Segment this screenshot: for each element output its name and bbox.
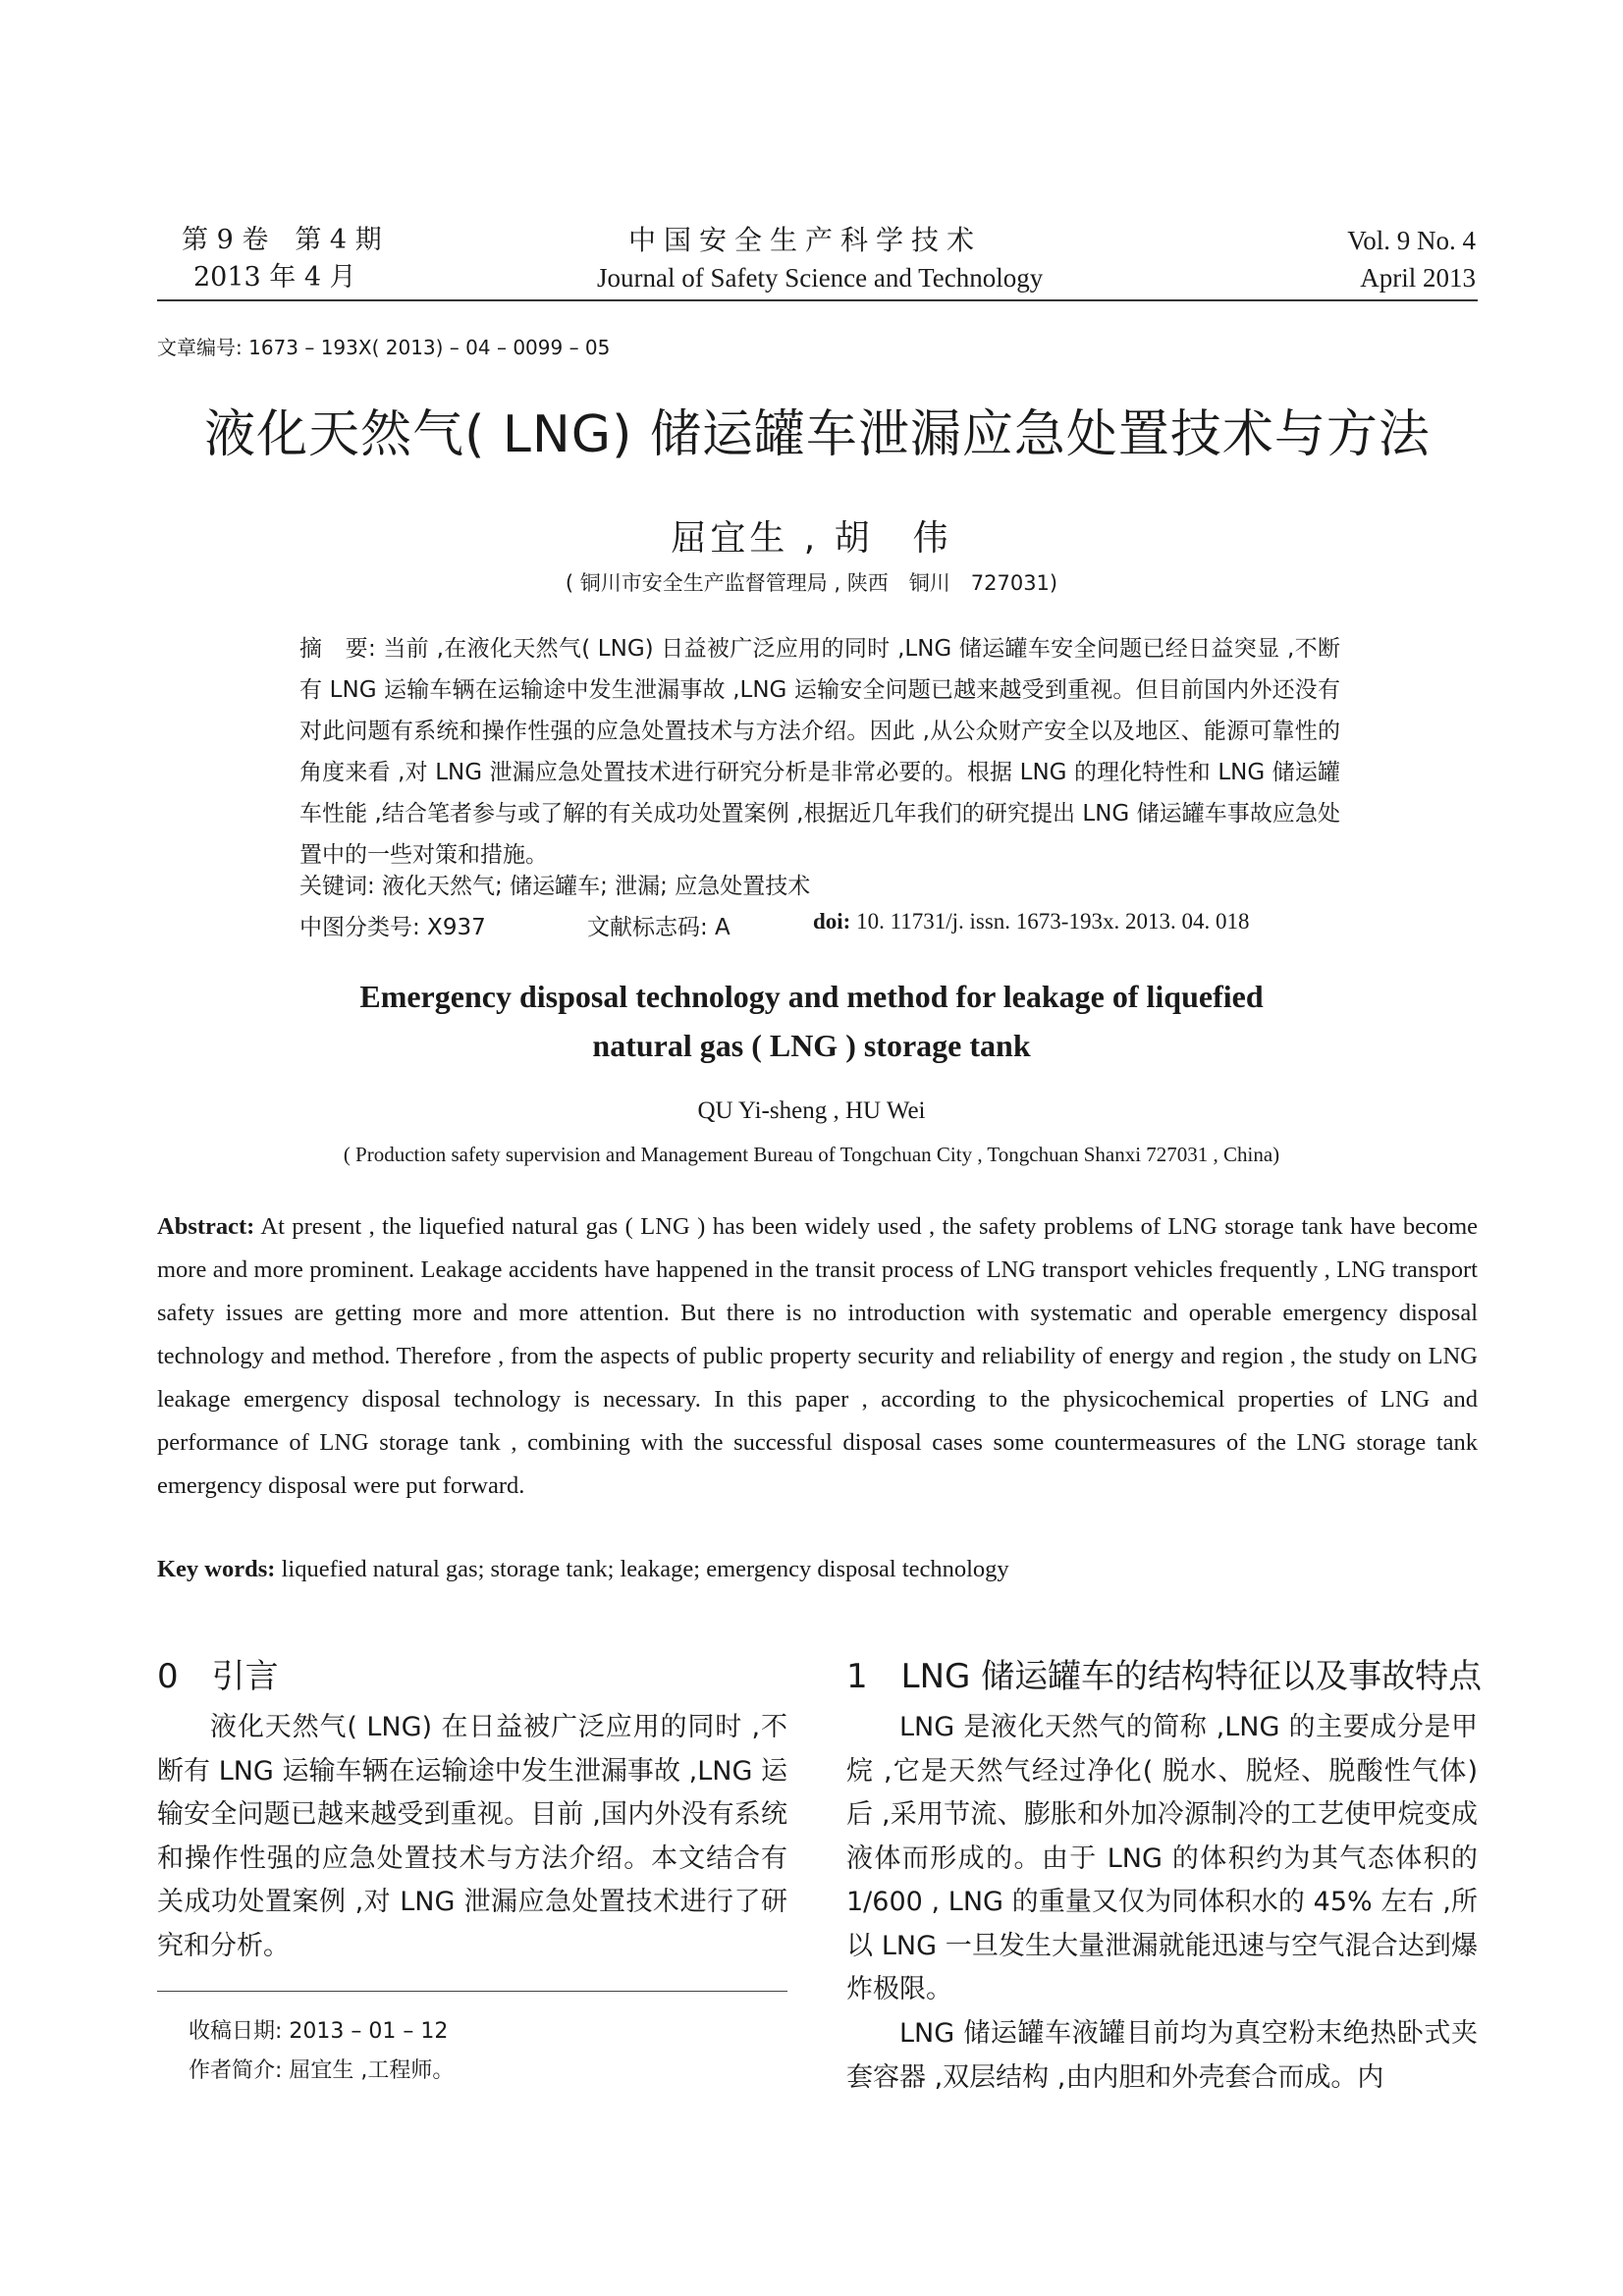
abstract-en — [157, 1205, 1478, 1508]
section-1-paragraph-2: LNG 储运罐车液罐目前均为真空粉末绝热卧式夹套容器 ,双层结构 ,由内胆和外壳套合而成。内 — [846, 2018, 1478, 2093]
section-1-paragraph-1: LNG 是液化天然气的简称 ,LNG 的主要成分是甲烷 ,它是天然气经过净化( 脱水、脱烃、脱酸性气体) 后 ,采用节流、膨胀和外加冷源制冷的工艺使甲烷变成液体而形成的。由于 LNG 的体积约为其气态体积的 1/600 , LNG 的重量又仅为同体积水的 45% 左右 ,所以 LNG 一旦发生大量泄漏就能迅速与空气混合达到爆炸极限。 — [846, 1712, 1478, 2004]
doi-value: 10. 11731/j. issn. 1673-193x. 2013. 04. 018 — [850, 909, 1250, 934]
abstract-cn-text: 当前 ,在液化天然气( LNG) 日益被广泛应用的同时 ,LNG 储运罐车安全问题已经日益突显 ,不断有 LNG 运输车辆在运输途中发生泄漏事故 ,LNG 运输安全问题已越来越受到重视。但目前国内外还没有对此问题有系统和操作性强的应急处置技术与方法介绍。因此 ,从公众财产安全以及地区、能源可靠性的角度来看 ,对 LNG 泄漏应急处置技术进行研究分析是非常必要的。根据 LNG 的理化特性和 LNG 储运罐车性能 ,结合笔者参与或了解的有关成功处置案例 ,根据近几年我们的研究提出 LNG 储运罐车事故应急处置中的一些对策和措施。 — [299, 636, 1340, 868]
authors-cn: 屈宜生 , 胡 伟 — [671, 518, 952, 559]
journal-volume-issue: 第 9 卷 第 4 期 — [182, 225, 382, 255]
section-0-heading: 0 引言 — [157, 1657, 279, 1696]
keywords-cn-label: 关键词: — [299, 874, 375, 899]
footnote-received: 收稿日期: 2013 – 01 – 12 — [189, 2019, 449, 2044]
journal-volume-en: Vol. 9 No. 4 — [1347, 226, 1476, 255]
footnote-author-bio: 作者简介: 屈宜生 ,工程师。 — [189, 2058, 455, 2083]
clc-number: 中图分类号: X937 — [299, 915, 486, 940]
document-code: 文献标志码: A — [587, 915, 730, 940]
title-en-line2: natural gas ( LNG ) storage tank — [592, 1028, 1031, 1063]
keywords-cn — [299, 868, 810, 900]
abstract-cn — [299, 628, 1340, 876]
footnote-rule — [157, 1991, 787, 1992]
abstract-en-text: At present , the liquefied natural gas ( LNG ) has been widely used , the safety problems of LNG storage tank have become more and more prominent. Leakage accidents have happened in the transit process of LNG transport vehicles frequently , LNG transport safety issues are getting more and more attention. But there is no introduction with systematic and operable emergency disposal technology and method. Therefore , from the aspects of public property security and reliability of energy and region , the study on LNG leakage emergency disposal technology is necessary. In this paper , according to the physicochemical properties of LNG and performance of LNG storage tank , combining with the successful disposal cases some countermeasures of the LNG storage tank emergency disposal were put forward. — [157, 1213, 1478, 1499]
affiliation-en: ( Production safety supervision and Management Bureau of Tongchuan City , Tongchuan Shanxi 727031 , China) — [343, 1143, 1280, 1166]
doi — [813, 909, 1249, 934]
abstract-en-label: Abstract: — [157, 1213, 255, 1240]
page-title: 液化天然气( LNG) 储运罐车泄漏应急处置技术与方法 — [204, 405, 1431, 464]
keywords-en-label: Key words: — [157, 1556, 276, 1582]
journal-date-cn: 2013 年 4 月 — [193, 262, 356, 293]
journal-date-en: April 2013 — [1360, 263, 1476, 293]
section-0-paragraph: 液化天然气( LNG) 在日益被广泛应用的同时 ,不断有 LNG 运输车辆在运输途中发生泄漏事故 ,LNG 运输安全问题已越来越受到重视。目前 ,国内外没有系统和操作性强的应急处置技术与方法介绍。本文结合有关成功处置案例 ,对 LNG 泄漏应急处置技术进行了研究和分析。 — [157, 1712, 787, 1961]
abstract-cn-label: 摘 要: — [299, 636, 376, 662]
keywords-cn-text: 液化天然气; 储运罐车; 泄漏; 应急处置技术 — [374, 874, 811, 899]
affiliation-cn: ( 铜川市安全生产监督管理局 , 陕西 铜川 727031) — [565, 571, 1058, 595]
keywords-en-text: liquefied natural gas; storage tank; leakage; emergency disposal technology — [275, 1556, 1009, 1582]
journal-name-en: Journal of Safety Science and Technology — [597, 263, 1044, 293]
section-1-heading: 1 LNG 储运罐车的结构特征以及事故特点 — [846, 1657, 1483, 1696]
journal-name-cn: 中国安全生产科学技术 — [628, 224, 983, 256]
authors-en: QU Yi-sheng , HU Wei — [697, 1097, 926, 1124]
keywords-en — [157, 1556, 1009, 1583]
article-number: 文章编号: 1673 – 193X( 2013) – 04 – 0099 – 05 — [157, 336, 611, 359]
title-en-line1: Emergency disposal technology and method for leakage of liquefied — [359, 979, 1264, 1014]
doi-label: doi: — [813, 909, 851, 934]
title-en — [0, 972, 1623, 1070]
header-rule — [157, 299, 1478, 301]
